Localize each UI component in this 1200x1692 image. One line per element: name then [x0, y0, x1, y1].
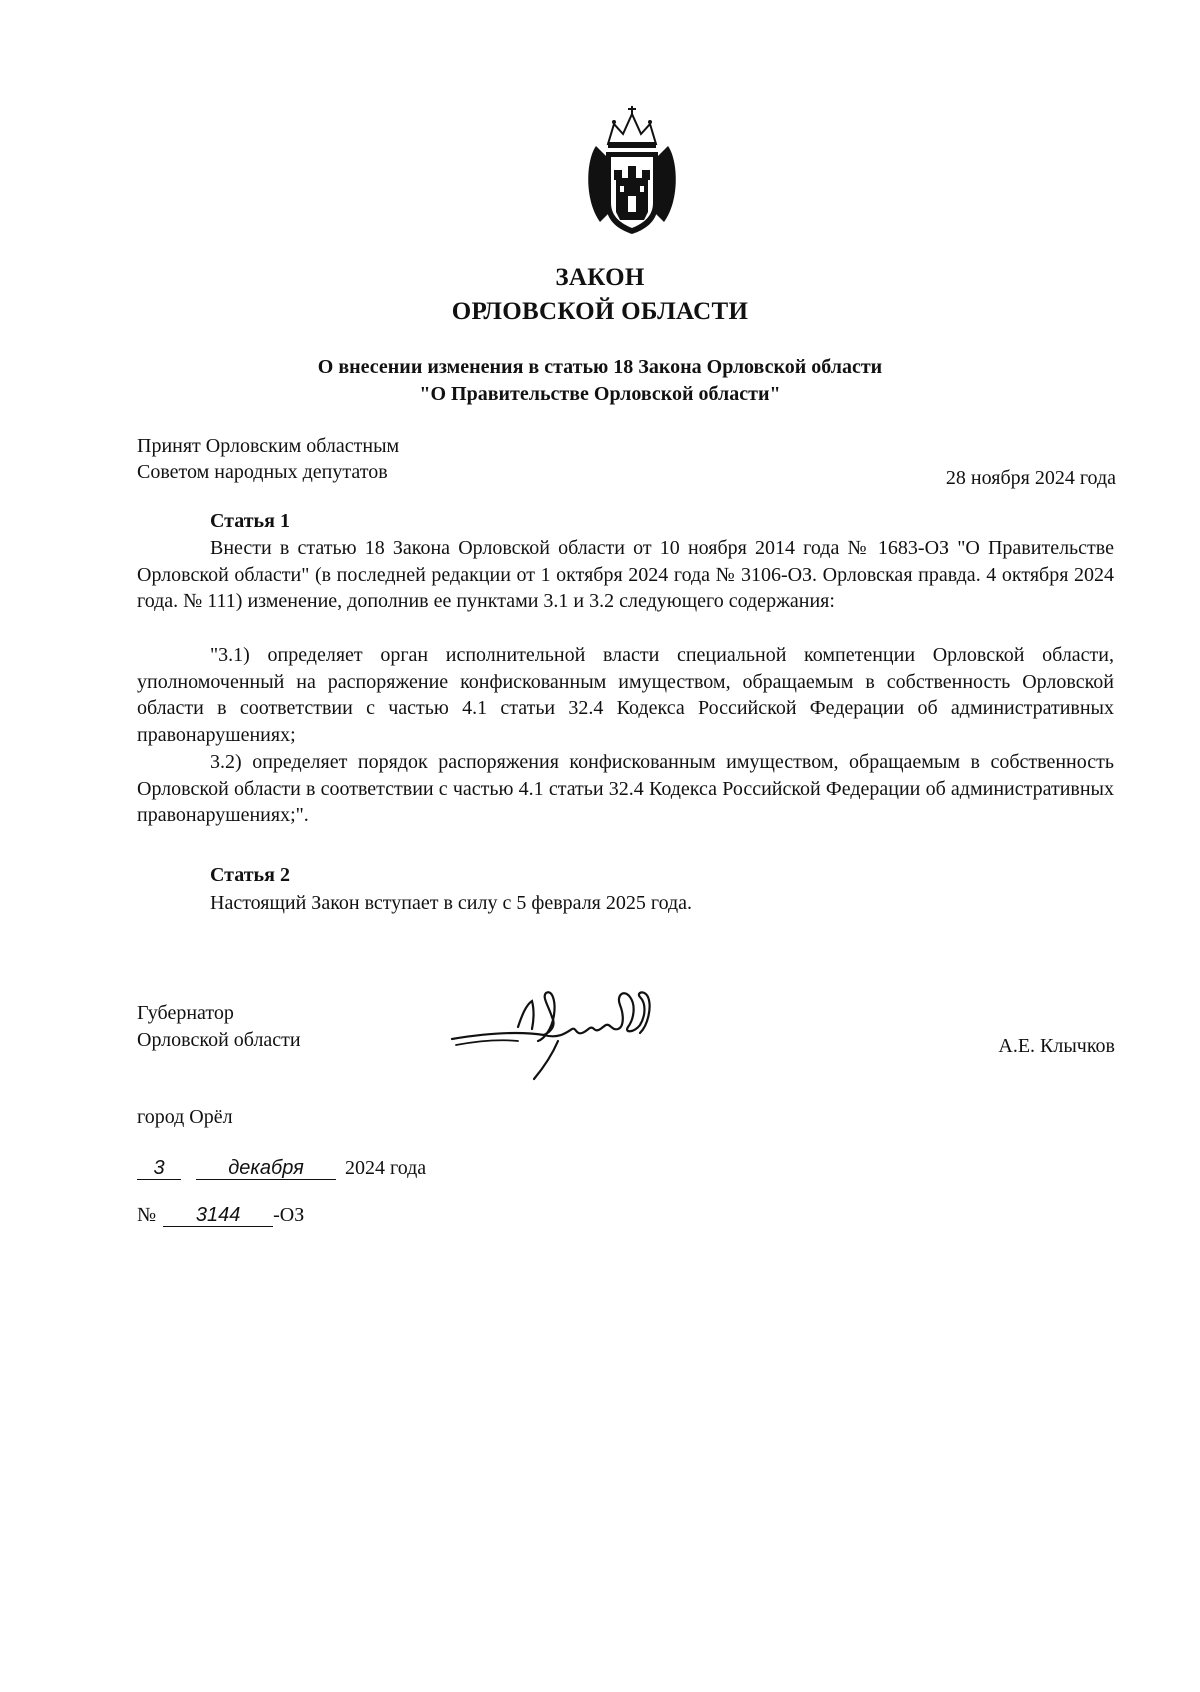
coat-of-arms-icon	[578, 100, 686, 240]
handwritten-signature	[448, 975, 673, 1085]
document-subtitle: О внесении изменения в статью 18 Закона Орловской области	[317, 356, 883, 378]
signing-date	[137, 1155, 426, 1181]
article2-paragraph: Настоящий Закон вступает в силу с 5 февраля 2025 года.	[210, 892, 693, 914]
signing-city: город Орёл	[137, 1106, 233, 1128]
signatory-role-line1: Губернатор	[137, 1002, 234, 1024]
article1-item-3-2: 3.2) определяет порядок распоряжения конфискованным имуществом, обращаемым в собственность Орловской области в соответствии с частью 4.1 статьи 32.4 Кодекса Российской Федерации об административных правонарушениях;".	[137, 751, 1114, 827]
document-subtitle-law-name: "О Правительстве Орловской области"	[419, 383, 781, 405]
adoption-date: 28 ноября 2024 года	[945, 467, 1116, 489]
law-number-prefix: №	[137, 1204, 157, 1226]
article2-heading: Статья 2	[210, 864, 290, 886]
signing-day: 3	[137, 1157, 181, 1180]
document-title: ЗАКОН	[555, 264, 645, 291]
signatory-role-line2: Орловской области	[137, 1029, 301, 1051]
adoption-body-line2: Советом народных депутатов	[137, 461, 388, 483]
law-number-suffix: -ОЗ	[273, 1204, 305, 1226]
article1-heading: Статья 1	[210, 510, 290, 532]
signing-year: 2024 года	[345, 1157, 427, 1179]
adoption-body-line1: Принят Орловским областным	[137, 435, 400, 457]
signing-month: декабря	[196, 1157, 336, 1180]
law-number	[137, 1202, 304, 1228]
article1-paragraph: Внести в статью 18 Закона Орловской области от 10 ноября 2014 года № 1683-ОЗ "О Правительстве Орловской области" (в последней редакции от 1 октября 2024 года № 3106-ОЗ. Орловская правда. 4 октября 2024 года. № 111) изменение, дополнив ее пунктами 3.1 и 3.2 следующего содержания:	[137, 537, 1114, 613]
document-title-region: ОРЛОВСКОЙ ОБЛАСТИ	[451, 298, 749, 325]
signatory-name: А.Е. Клычков	[998, 1035, 1115, 1057]
article1-item-3-1: "3.1) определяет орган исполнительной власти специальной компетенции Орловской области, уполномоченный на распоряжение конфискованным имуществом, обращаемым в собственность Орловской области в соответствии с частью 4.1 статьи 32.4 Кодекса Российской Федерации об административных правонарушениях;	[137, 644, 1114, 746]
law-number-value: 3144	[163, 1204, 273, 1227]
